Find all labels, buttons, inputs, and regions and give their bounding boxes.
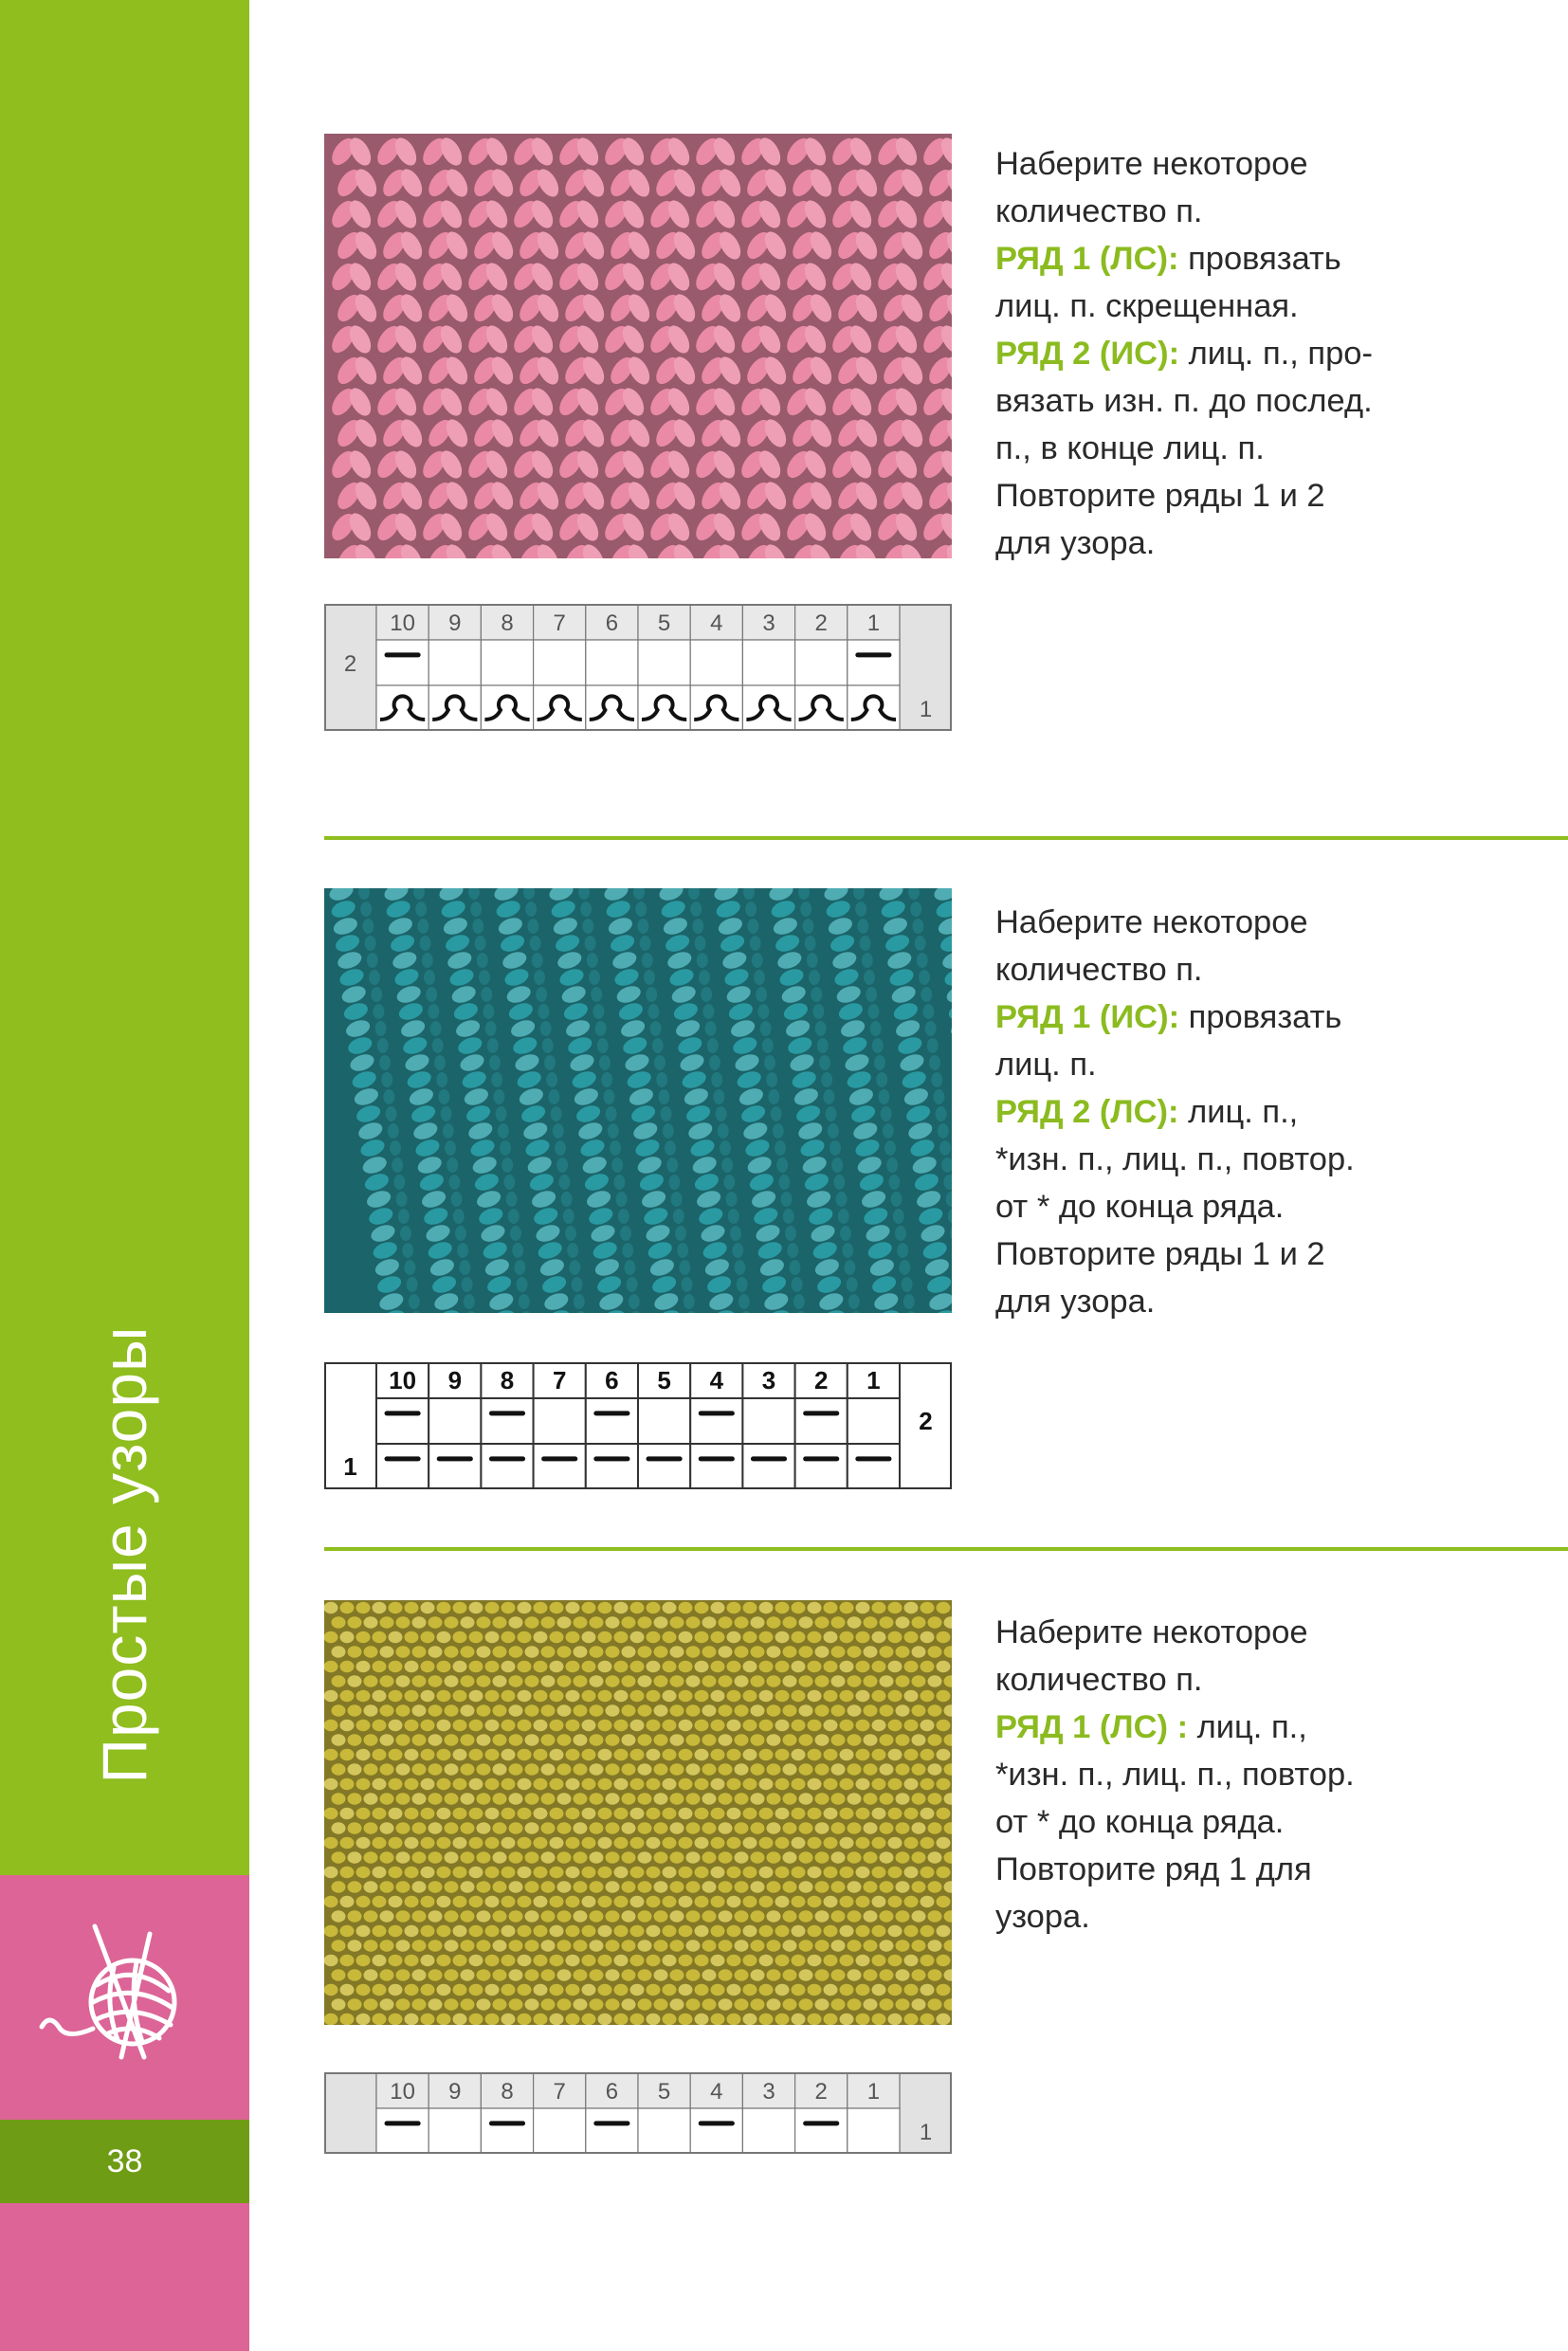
chart-cell <box>848 685 900 731</box>
chart-column-label: 2 <box>814 611 828 636</box>
instruction-text: количество п. <box>995 952 1203 988</box>
chart-column-label: 3 <box>762 611 775 636</box>
chart-cell <box>376 640 428 685</box>
chart-cell <box>690 1398 742 1444</box>
instruction-line <box>995 1088 1526 1136</box>
chart-cell <box>481 1398 533 1444</box>
chart-row-label: 1 <box>343 1452 357 1481</box>
yarn-ball-icon <box>38 1915 199 2081</box>
instruction-line <box>995 472 1526 519</box>
instruction-line <box>995 1183 1526 1230</box>
chart-cell <box>690 685 742 731</box>
chart-column-label: 2 <box>814 2079 828 2105</box>
chart-column-label: 1 <box>866 2079 881 2105</box>
chart-column-label: 5 <box>657 1366 671 1394</box>
stitch-chart <box>324 1362 952 1489</box>
chart-column-label: 7 <box>553 611 566 636</box>
chart-column-label: 4 <box>709 1366 724 1394</box>
instruction-text: п., в конце лиц. п. <box>995 430 1265 466</box>
instruction-line <box>995 1704 1526 1751</box>
instruction-line <box>995 140 1526 188</box>
knit-swatch-image <box>324 888 952 1313</box>
chart-cell <box>795 2108 848 2154</box>
instruction-text: количество п. <box>995 1662 1203 1698</box>
chart-column-label: 8 <box>501 2079 514 2105</box>
chart-column-label: 8 <box>501 611 514 636</box>
knit-swatch-image <box>324 134 952 558</box>
instruction-text: *изн. п., лиц. п., повтор. <box>995 1757 1355 1793</box>
chart-column-label: 3 <box>761 1366 776 1394</box>
chart-cell <box>742 640 794 685</box>
chart-cell <box>481 1444 533 1489</box>
knit-swatch-image <box>324 1600 952 2025</box>
chart-cell <box>795 1398 848 1444</box>
instruction-line <box>995 1136 1526 1183</box>
chart-cell <box>742 2108 794 2154</box>
row-label: РЯД 2 (ЛС): <box>995 1094 1179 1130</box>
chart-column-label: 8 <box>500 1366 515 1394</box>
chart-column-label: 10 <box>390 611 415 636</box>
chart-column-label: 6 <box>605 1366 619 1394</box>
chart-column-label: 9 <box>448 2079 462 2105</box>
instruction-text: лиц. п., <box>1188 1709 1307 1745</box>
chart-column-label: 1 <box>866 1366 881 1394</box>
instruction-line <box>995 425 1526 472</box>
chart-cell <box>690 2108 742 2154</box>
section-divider <box>324 836 1568 840</box>
instruction-text: для узора. <box>995 1284 1156 1320</box>
sidebar-footer <box>0 2203 249 2351</box>
chart-row-label: 2 <box>343 651 357 677</box>
stitch-chart <box>324 2072 952 2154</box>
chart-cell <box>586 1398 638 1444</box>
instruction-line <box>995 188 1526 235</box>
chart-column-label: 4 <box>710 611 723 636</box>
chart-column-label: 7 <box>552 1366 567 1394</box>
chart-column-label: 7 <box>553 2079 566 2105</box>
chart-cell <box>586 2108 638 2154</box>
chart-cell <box>638 640 690 685</box>
chart-cell <box>534 1398 586 1444</box>
chart-column-label: 1 <box>866 611 881 636</box>
instruction-text: лиц. п. <box>995 1047 1097 1083</box>
row-label: РЯД 1 (ЛС): <box>995 241 1179 277</box>
chart-column-label: 6 <box>605 2079 619 2105</box>
chart-column-label: 9 <box>448 611 462 636</box>
instruction-text: провязать <box>1178 241 1341 277</box>
instruction-line <box>995 282 1526 330</box>
chart-cell <box>534 1444 586 1489</box>
chart-cell <box>534 685 586 731</box>
chart-cell <box>534 2108 586 2154</box>
instruction-text: узора. <box>995 1899 1090 1935</box>
instruction-text: Наберите некоторое <box>995 146 1308 182</box>
chart-cell <box>638 1398 690 1444</box>
instruction-line <box>995 1230 1526 1278</box>
chart-cell <box>638 2108 690 2154</box>
instruction-line <box>995 1278 1526 1325</box>
chart-cell <box>428 685 481 731</box>
instruction-text: от * до конца ряда. <box>995 1189 1285 1225</box>
chart-cell <box>848 1444 900 1489</box>
chart-column-label: 3 <box>762 2079 775 2105</box>
instruction-text: Наберите некоторое <box>995 904 1308 940</box>
instruction-text: Наберите некоторое <box>995 1614 1308 1650</box>
chart-cell <box>742 685 794 731</box>
pattern-instructions <box>995 1609 1526 1941</box>
instruction-line <box>995 519 1526 567</box>
chart-cell <box>795 685 848 731</box>
page-number: 38 <box>106 2143 143 2179</box>
chart-cell <box>376 2108 428 2154</box>
instruction-text: лиц. п., <box>1178 1094 1299 1130</box>
instruction-line <box>995 235 1526 282</box>
chart-cell <box>742 1398 794 1444</box>
instruction-line <box>995 899 1526 946</box>
instruction-text: Повторите ряд 1 для <box>995 1851 1312 1887</box>
chart-cell <box>638 1444 690 1489</box>
chart-cell <box>428 1398 481 1444</box>
row-label: РЯД 2 (ИС): <box>995 336 1180 372</box>
chart-cell <box>742 1444 794 1489</box>
instruction-line <box>995 330 1526 377</box>
chart-cell <box>848 1398 900 1444</box>
instruction-text: лиц. п., про- <box>1179 336 1373 372</box>
chart-cell <box>428 2108 481 2154</box>
pattern-instructions <box>995 140 1526 567</box>
chart-cell <box>376 685 428 731</box>
chart-row-label: 1 <box>919 2120 933 2145</box>
instruction-line <box>995 1751 1526 1798</box>
chart-cell <box>481 2108 533 2154</box>
instruction-text: Повторите ряды 1 и 2 <box>995 1236 1325 1272</box>
chart-cell <box>690 640 742 685</box>
instruction-line <box>995 377 1526 425</box>
row-label: РЯД 1 (ЛС) : <box>995 1709 1189 1745</box>
instruction-text: для узора. <box>995 525 1156 561</box>
row-label: РЯД 1 (ИС): <box>995 999 1180 1035</box>
instruction-line <box>995 993 1526 1041</box>
chart-cell <box>795 1444 848 1489</box>
instruction-line <box>995 1798 1526 1846</box>
instruction-text: количество п. <box>995 193 1203 229</box>
chart-cell <box>534 640 586 685</box>
chart-cell <box>586 685 638 731</box>
chart-cell <box>586 1444 638 1489</box>
chart-cell <box>690 1444 742 1489</box>
chart-column-label: 6 <box>605 611 619 636</box>
instruction-line <box>995 946 1526 993</box>
chart-column-label: 9 <box>447 1366 463 1394</box>
chart-cell <box>428 640 481 685</box>
chart-column-label: 10 <box>389 1366 417 1394</box>
chart-column-label: 5 <box>657 611 671 636</box>
chart-cell <box>638 685 690 731</box>
chart-cell <box>376 1444 428 1489</box>
section-divider <box>324 1547 1568 1551</box>
instruction-text: вязать изн. п. до послед. <box>995 383 1373 419</box>
instruction-line <box>995 1846 1526 1893</box>
chart-cell <box>795 640 848 685</box>
chart-cell <box>586 640 638 685</box>
instruction-line <box>995 1041 1526 1088</box>
chart-column-label: 2 <box>813 1366 829 1394</box>
instruction-line <box>995 1656 1526 1704</box>
chart-cell <box>428 1444 481 1489</box>
stitch-chart <box>324 604 952 731</box>
chart-row-label: 1 <box>919 697 933 722</box>
instruction-text: от * до конца ряда. <box>995 1804 1285 1840</box>
instruction-text: *изн. п., лиц. п., повтор. <box>995 1141 1355 1177</box>
chart-column-label: 10 <box>390 2079 415 2105</box>
chart-column-label: 5 <box>657 2079 671 2105</box>
chart-cell <box>481 685 533 731</box>
instruction-text: лиц. п. скрещенная. <box>995 288 1299 324</box>
pattern-instructions <box>995 899 1526 1325</box>
chart-cell <box>848 2108 900 2154</box>
instruction-line <box>995 1609 1526 1656</box>
instruction-text: Повторите ряды 1 и 2 <box>995 478 1325 514</box>
chart-cell <box>376 1398 428 1444</box>
section-title: Простые узоры <box>89 1325 159 1784</box>
instruction-text: провязать <box>1179 999 1342 1035</box>
instruction-line <box>995 1893 1526 1941</box>
chart-column-label: 4 <box>710 2079 723 2105</box>
chart-row-label: 2 <box>919 1407 933 1435</box>
chart-cell <box>481 640 533 685</box>
chart-cell <box>848 640 900 685</box>
